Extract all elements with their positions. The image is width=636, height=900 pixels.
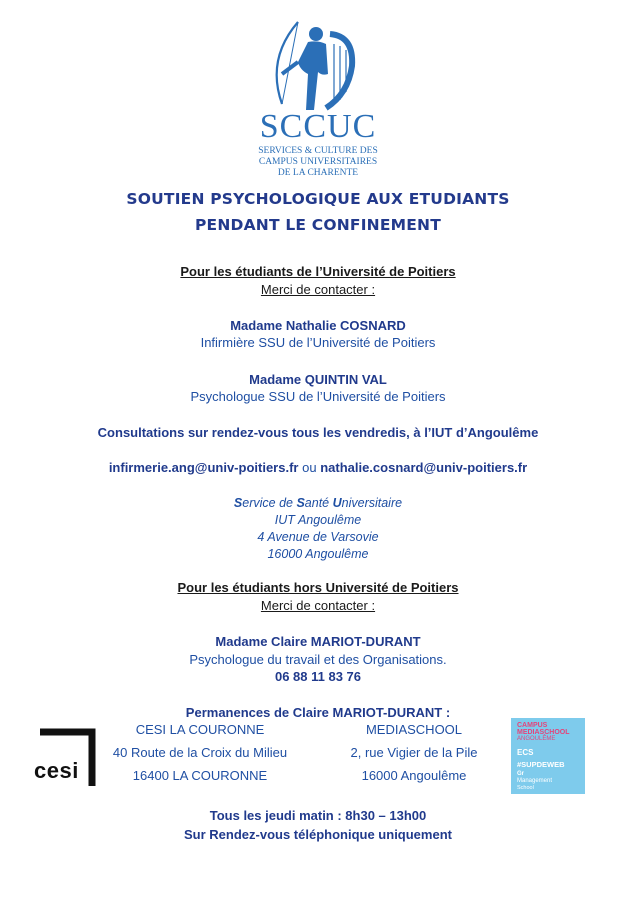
cesi-logo-text: cesi	[34, 758, 79, 783]
mediaschool-name: MEDIASCHOOL	[365, 722, 463, 737]
ssu-word-service: ervice de	[242, 496, 297, 510]
rdv-info: Sur Rendez-vous téléphonique uniquement	[184, 827, 452, 842]
cesi-street: 40 Route de la Croix du Milieu	[112, 745, 288, 760]
person3-name: Madame Claire MARIOT-DURANT	[215, 634, 421, 649]
ssu-address-line-4: 16000 Angoulême	[267, 547, 369, 561]
ssu-letter-s2: S	[296, 496, 305, 510]
ms-angouleme: ANGOULÊME	[517, 736, 556, 742]
person2-role: Psychologue SSU de l’Université de Poitiers	[190, 389, 446, 404]
ssu-address-line-1	[0, 496, 636, 510]
section2-heading: Pour les étudiants hors Université de Poitiers	[177, 580, 459, 595]
person1-name: Madame Nathalie COSNARD	[230, 318, 406, 333]
hours-info: Tous les jeudi matin : 8h30 – 13h00	[209, 808, 427, 823]
ssu-letter-u: U	[332, 496, 342, 510]
consultations-info: Consultations sur rendez-vous tous les vendredis, à l’IUT d’Angoulême	[97, 425, 539, 440]
logo-subtitle-1: SERVICES & CULTURE DES	[258, 146, 378, 156]
ms-supdeweb: #SUPDEWEB	[517, 760, 565, 769]
cesi-city: 16400 LA COURONNE	[132, 768, 268, 783]
sccuc-lyre-logo-icon	[268, 14, 368, 114]
email-infirmerie-link[interactable]: infirmerie.ang@univ-poitiers.fr	[108, 460, 299, 475]
ms-mediaschool: MEDIASCHOOL	[517, 729, 570, 736]
logo-subtitle-2: CAMPUS UNIVERSITAIRES	[258, 157, 378, 167]
email-cosnard-link[interactable]: nathalie.cosnard@univ-poitiers.fr	[320, 460, 528, 475]
mediaschool-logo	[511, 718, 585, 794]
ssu-address-line-3: 4 Avenue de Varsovie	[257, 530, 379, 544]
ms-ecs: ECS	[517, 748, 534, 757]
ms-school: School	[517, 785, 534, 791]
page-title-line-1: SOUTIEN PSYCHOLOGIQUE AUX ETUDIANTS	[126, 190, 510, 208]
mediaschool-city: 16000 Angoulême	[361, 768, 467, 783]
person1-role: Infirmière SSU de l’Université de Poitiers	[200, 335, 436, 350]
ssu-letter-s: S	[233, 496, 243, 510]
permanences-heading: Permanences de Claire MARIOT-DURANT :	[185, 705, 451, 720]
section1-contact: Merci de contacter :	[260, 282, 376, 297]
ssu-address-line-2: IUT Angoulême	[274, 513, 362, 527]
email-or: ou	[302, 460, 317, 475]
person2-name: Madame QUINTIN VAL	[249, 372, 387, 387]
section2-contact: Merci de contacter :	[260, 598, 376, 613]
cesi-name: CESI LA COURONNE	[135, 722, 265, 737]
ssu-word-universitaire: niversitaire	[341, 496, 403, 510]
ms-management: Management	[517, 778, 553, 784]
ms-gr: Gr	[517, 771, 525, 777]
logo-name: SCCUC	[259, 108, 377, 145]
ms-campus: CAMPUS	[517, 722, 548, 729]
cesi-logo	[30, 728, 96, 794]
email-line	[0, 460, 636, 475]
section1-heading: Pour les étudiants de l’Université de Poitiers	[180, 264, 456, 279]
person3-phone: 06 88 11 83 76	[274, 669, 362, 684]
logo-subtitle-3: DE LA CHARENTE	[277, 168, 359, 178]
page-title-line-2: PENDANT LE CONFINEMENT	[195, 216, 441, 234]
mediaschool-street: 2, rue Vigier de la Pile	[350, 745, 478, 760]
ssu-word-sante: anté	[304, 496, 333, 510]
person3-role: Psychologue du travail et des Organisations.	[189, 652, 447, 667]
